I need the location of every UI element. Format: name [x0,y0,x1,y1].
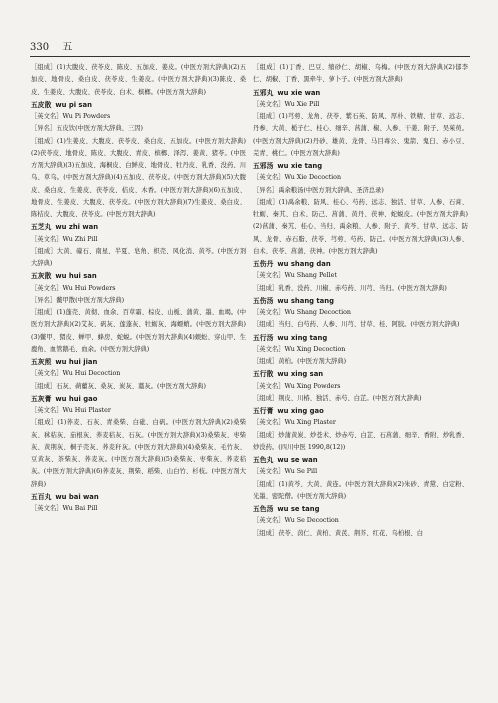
entry-field: ［英文名］Wu Xing Powders [253,382,341,390]
entry-hanzi: 五灰膏 [31,394,52,403]
entry-field: ［组成］(1)芎䓖、龙角、茯苓、紫石英、防风、厚朴、铁精、甘草、远志、丹参、大黄、栀子仁、桂心、细辛、菖蒲、椒、人参、干姜、附子、吴茱萸。(中医方剂大辞典)(2)丹砂、雄黄、龙骨、马目毒公、鬼箭、鬼臼、赤小豆、芫青、桃仁。(中医方剂大辞典) [253,113,468,157]
entry-pinyin: wu hui jian [55,358,98,366]
entry-field: ［组成］(1)黄芩、大黄、黄连。(中医方剂大辞典)(2)朱砂、青黛、白定粉、光墨、密陀僧。(中医方剂大辞典) [253,480,468,500]
entry-field: ［组成］当归、白芍药、人参、川芎、甘草、桂、阿胶。(中医方剂大辞典) [253,321,460,329]
entry-field: ［英文名］Wu Shang Decoction [253,309,351,316]
entry-pinyin: wu pi san [55,100,92,109]
right-column [253,62,468,697]
entry-heading [31,393,246,405]
page-section: 五 [62,42,73,53]
entry-hanzi: 五灰煎 [31,358,52,366]
entry-pinyin: wu shang dan [277,260,331,268]
entry-heading [253,332,468,344]
entry-field: ［组成］(1)生姜皮、大腹皮、茯苓皮、桑白皮、五加皮。(中医方剂大辞典)(2)茯苓皮、地骨皮、陈皮、大腹皮、青皮、槟榔、泽泻、姜黄、猪苓。(中医方剂大辞典)(3)五加皮、海桐皮、白鲜皮、地骨皮、牡丹皮、乳香、没药、川乌、草乌。(中医方剂大辞典)(4)五加皮、茯苓皮。(中医方剂大辞典)(5)大腹皮、桑白皮、生姜皮、茯苓皮、桔皮、木香。(中医方剂大辞典)(6)五加皮、地骨皮、生姜皮、大腹皮、茯苓皮。(中医方剂大辞典)(7)生姜皮、桑白皮、陈桔皮、大腹皮、茯苓皮。(中医方剂大辞典) [31,137,246,218]
entry-hanzi: 五皮散 [31,100,52,109]
entry-field: ［英文名］Wu Zhi Pill [31,235,98,243]
entry-heading [253,295,468,307]
entry-field: ［组成］炒蒲黄炭、炒苍术、炒赤芍、白芷、石菖蒲、细辛、香附、炒乳香、炒没药。(四川中医 1990,8(12)) [253,431,468,451]
entry-pinyin: wu hui gao [55,394,98,403]
entry-hanzi: 五行散 [253,370,274,379]
entry-field: ［异名］禹余粮汤(中医方剂大辞典、圣济总录) [253,186,384,194]
entry-field: ［英文名］Wu Xie Pill [253,100,320,108]
entry-pinyin: wu se wan [277,456,318,464]
entry-heading [253,160,468,172]
entry-hanzi: 五芝丸 [31,223,52,232]
entry-pinyin: wu xing gao [277,407,324,415]
entry-heading [31,270,246,282]
entry-field: ［英文名］Wu Xie Decoction [253,174,341,182]
entry-hanzi: 五伤丹 [253,260,274,268]
entry-heading [253,405,468,417]
entry-field: ［组成］(1)蓬壳、黄彻、血余、百草霜、棕皮、山栀、蒲黄、墨、血竭。(中医方剂大辞典)(2)艾灰、矾灰、莲蓬灰、牡蛎灰、海螵蛸。(中医方剂大辞典)(3)鳖甲、猬皮、蝉甲、蜂房、蛇蜕。(中医方剂大辞典)(4)蜈蚣、穿山甲、生鹿角、血管鹅毛、血余。(中医方剂大辞典) [31,309,246,353]
entry-pinyin: wu se tang [277,505,320,513]
entry-field: ［组成］(1)大腹皮、茯苓皮、陈皮、五加皮、姜皮。(中医方剂大辞典)(2)五加皮、地骨皮、桑白皮、茯苓皮、生姜皮。(中医方剂大辞典)(3)陈皮、桑皮、生姜皮、大腹皮、茯苓皮、白术、槟榔。(中医方剂大辞典) [31,64,246,96]
header-rule [30,56,470,57]
entry-field: ［英文名］Wu Shang Pellet [253,272,337,280]
entry-hanzi: 五色汤 [253,505,274,513]
entry-pinyin: wu xing san [277,370,324,379]
entry-hanzi: 五百丸 [31,492,52,501]
entry-heading [31,356,246,368]
entry-hanzi: 五色丸 [253,456,274,464]
entry-heading [253,503,468,515]
entry-field: ［组成］石灰、蒴藋灰、桑灰、炭灰、藁灰。(中医方剂大辞典) [31,382,206,390]
entry-field: ［英文名］Wu Se Pill [253,468,318,476]
entry-hanzi: 五行膏 [253,407,274,415]
entry-field: ［异名］鳖甲散(中医方剂大辞典) [31,296,125,304]
entry-field: ［英文名］Wu Hui Plaster [31,407,111,414]
entry-heading [31,99,246,111]
entry-hanzi: 五灰散 [31,272,52,281]
entry-field: ［英文名］Wu Xing Plaster [253,419,336,427]
left-column [31,62,246,697]
entry-heading [253,258,468,270]
entry-pinyin: wu xie tang [277,162,323,170]
entry-field: ［组成］乳香、没药、川椒、赤芍药、川芎、当归。(中医方剂大辞典) [253,284,447,292]
entry-field: ［组成］(1)禹余粮、防风、桂心、芍药、远志、独活、甘草、人参、石膏、牡蛎、秦艽、白术、防己、菖蒲、黄丹、茯神、蛇蜕皮。(中医方剂大辞典)(2)菖蒲、秦艽、桂心、当归、禹余粮、人参、附子、黄芩、甘草、远志、防风、龙骨、赤石脂、茯苓、芎䓖、芍药、防己。(中医方剂大辞典)(3)人参、白术、茯苓、菖蒲、茯神。(中医方剂大辞典) [253,198,468,255]
entry-pinyin: wu xie wan [277,88,321,97]
entry-pinyin: wu zhi wan [55,223,99,232]
entry-pinyin: wu hui san [55,272,97,281]
entry-heading [253,368,468,380]
entry-field: ［组成］黄柏。(中医方剂大辞典) [253,358,347,365]
entry-pinyin: wu xing tang [277,333,328,342]
entry-hanzi: 五邪丸 [253,88,274,97]
entry-field: ［英文名］Wu Hui Powders [31,284,116,292]
entry-hanzi: 五行汤 [253,333,274,342]
entry-field: ［英文名］Wu Bai Pill [31,505,98,512]
entry-field: ［组成］荆皮、川椿、独活、赤芍、白芷。(中医方剂大辞典) [253,394,422,402]
entry-hanzi: 五伤汤 [253,296,274,305]
entry-heading [31,221,246,233]
entry-field: ［英文名］Wu Pi Powders [31,113,111,120]
entry-field: ［组成］大黄、礞石、南星、半夏、皂角、枳壳、风化消、黄芩。(中医方剂大辞典) [31,247,246,267]
entry-heading [253,454,468,466]
entry-heading [253,87,468,99]
entry-field: ［组成］(1)丁香、巴豆、缩砂仁、胡椒、乌梅。(中医方剂大辞典)(2)郁李仁、胡椒、丁香、黑牵牛、萝卜子。(中医方剂大辞典) [253,64,468,84]
entry-heading [31,491,246,503]
entry-field: ［异名］五皮饮(中医方剂大辞典、三因) [31,125,143,133]
entry-pinyin: wu bai wan [55,492,99,501]
entry-hanzi: 五邪汤 [253,162,274,170]
entry-field: ［英文名］Wu Se Decoction [253,517,339,525]
page-header [30,42,470,54]
entry-field: ［英文名］Wu Xing Decoction [253,345,346,353]
entry-field: ［英文名］Wu Hui Decoction [31,370,121,378]
entry-field: ［组成］(1)荞麦、石灰、青桑柴、白砒、白矾。(中医方剂大辞典)(2)桑柴灰、秫秸灰、茄根灰、荞麦秸灰、石灰。(中医方剂大辞典)(3)桑柴灰、枣柴灰、黄荆灰、桐子壳灰、荞麦秆灰。(中医方剂大辞典)(4)桑柴灰、毛竹灰、豆黄灰、茶柴灰、荞麦灰。(中医方剂大辞典)(5)桑柴灰、枣柴灰、荞麦秸灰。(中医方剂大辞典)(6)荞麦灰、荆柴、稻柴、山白竹、杉枝。(中医方剂大辞典) [31,419,246,488]
entry-pinyin: wu shang tang [277,296,334,305]
entry-field: ［组成］茯苓、茵仁、黄柏、黄芪、荆芥、红花、乌柏根、白 [253,529,424,537]
page-number: 330 [30,42,50,53]
